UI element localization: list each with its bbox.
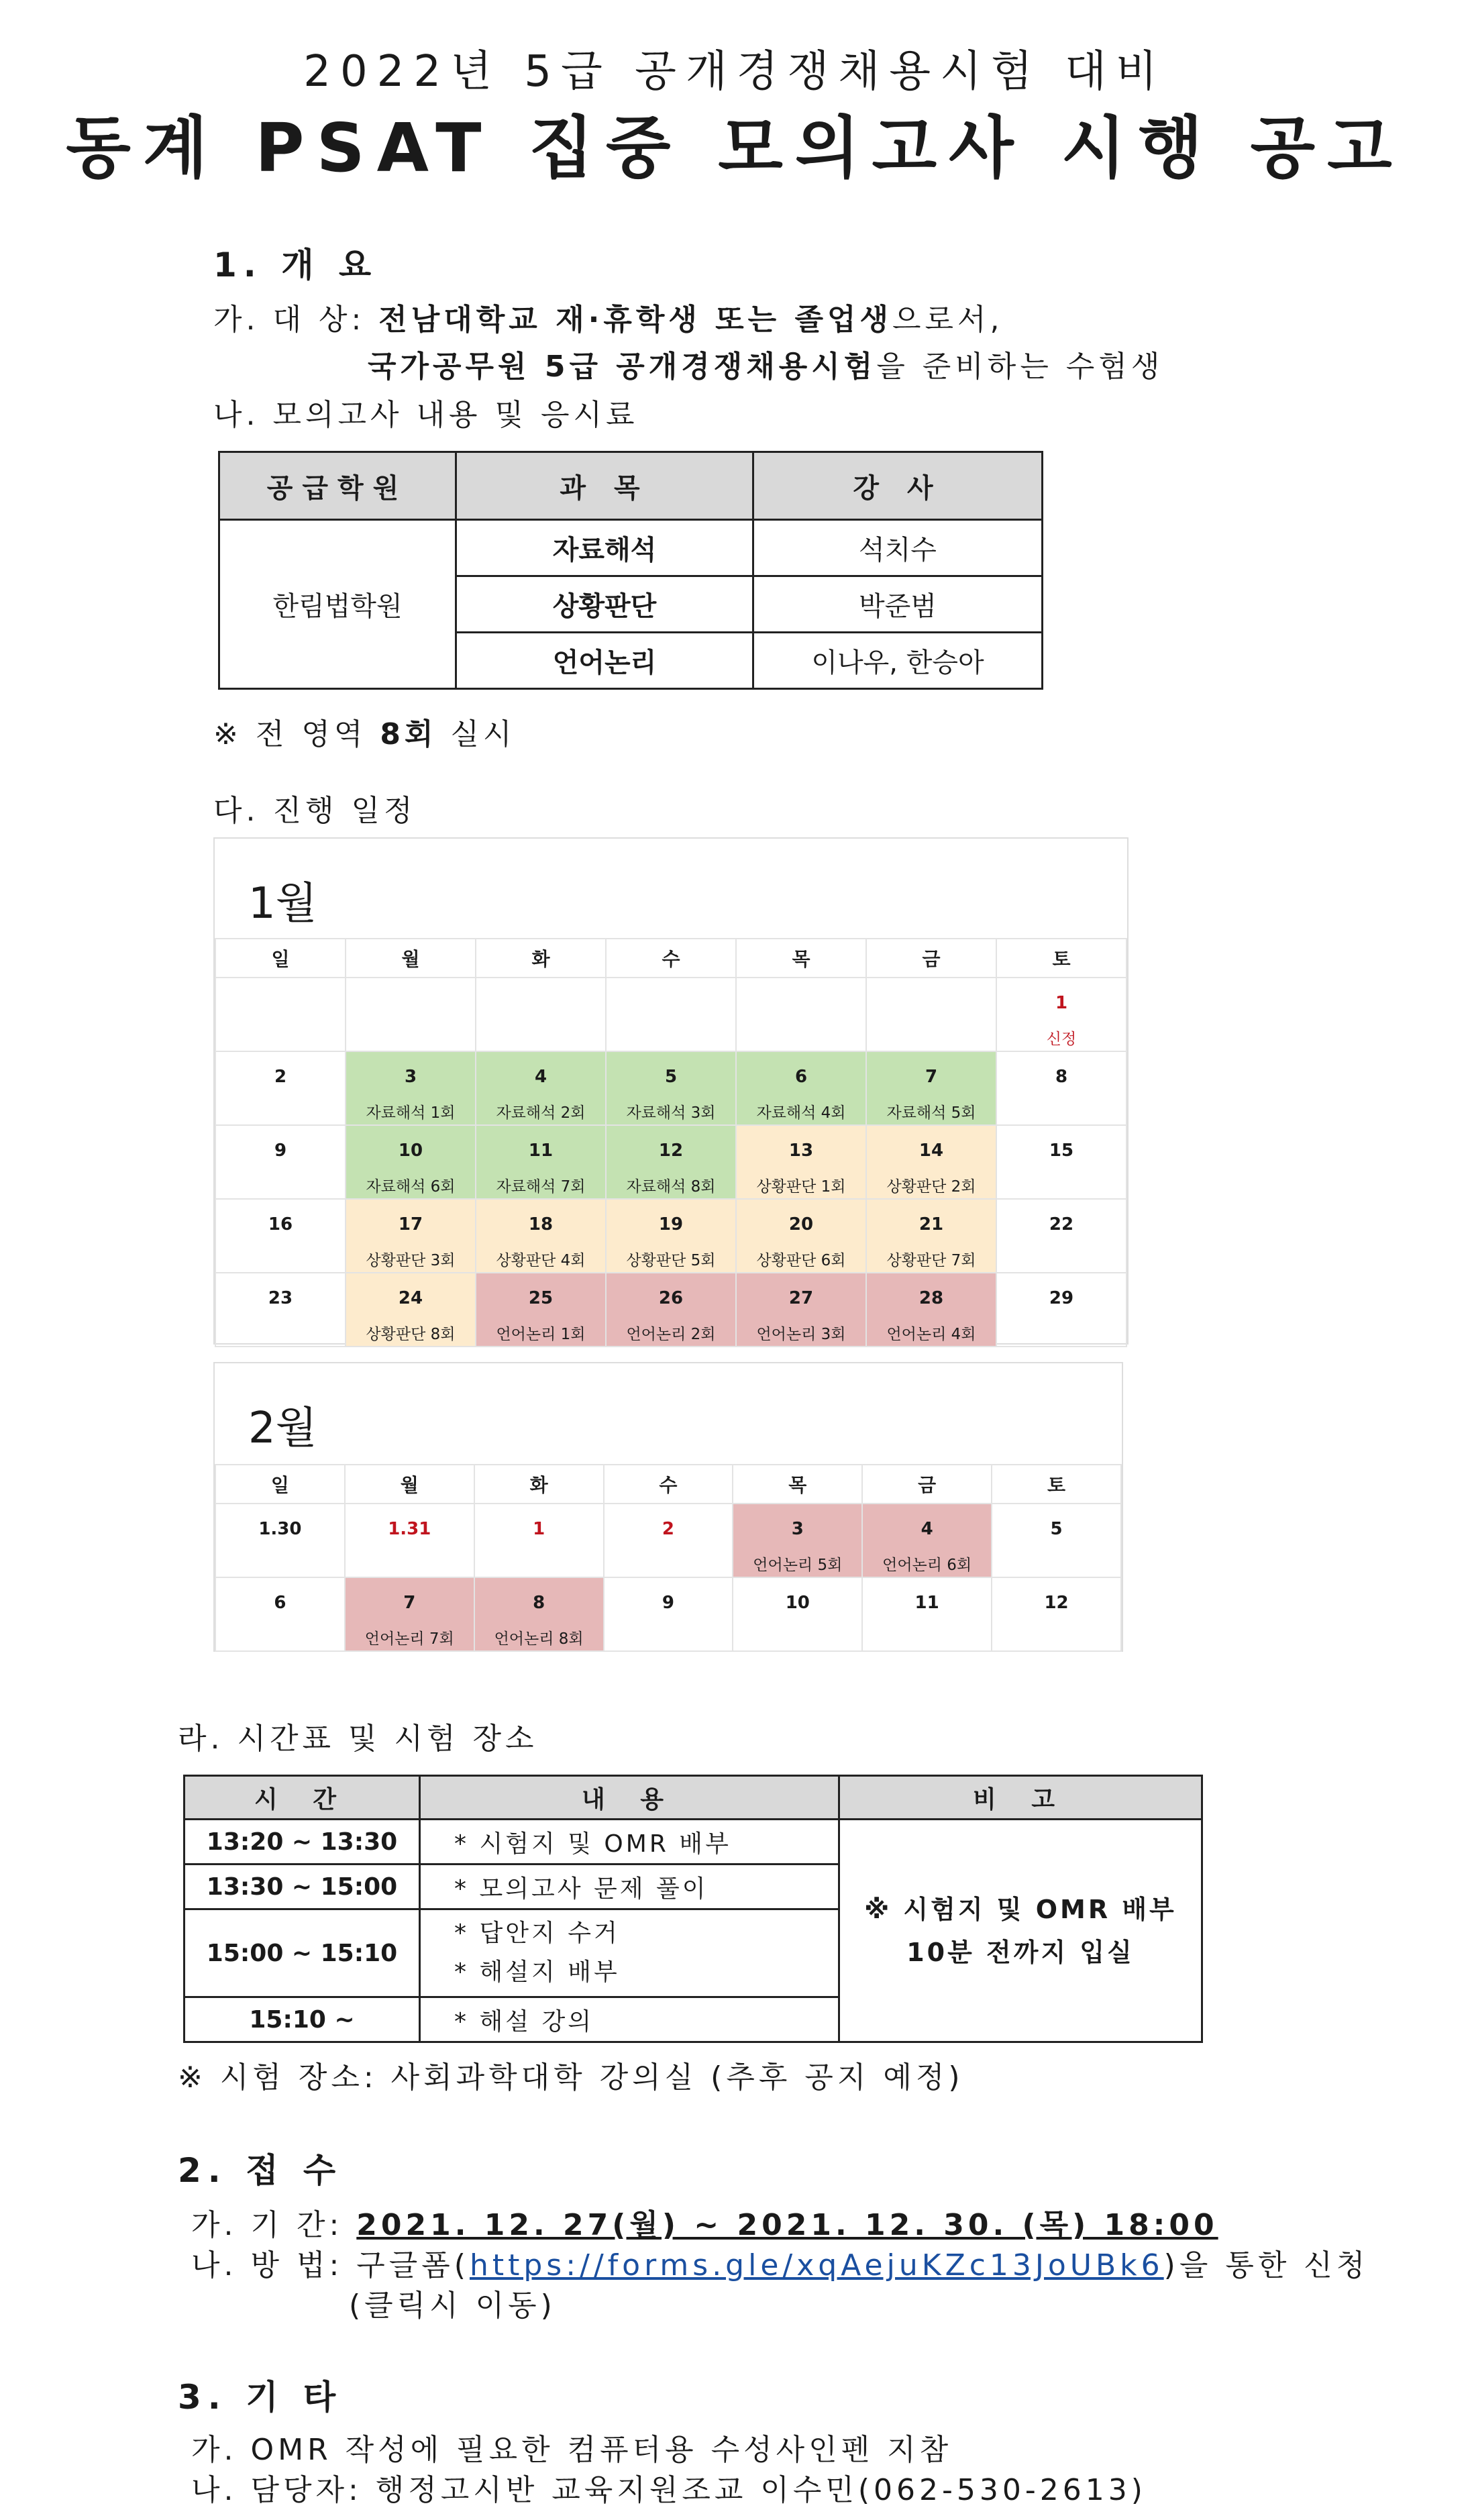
calendar-day	[736, 1273, 866, 1347]
th-time: 시 간	[185, 1776, 420, 1820]
calendar-day	[866, 1273, 996, 1347]
day-event-label: 자료해석 7회	[496, 1178, 586, 1196]
weekday-header: 화	[476, 939, 606, 978]
section3-title: 3. 기 타	[178, 2378, 343, 2417]
time-cell: 15:00 ~ 15:10	[185, 1909, 420, 1997]
day-number: 9	[662, 1593, 674, 1613]
weekday-header: 일	[215, 939, 346, 978]
calendar-day	[733, 1577, 862, 1651]
calendar-day	[215, 1199, 346, 1273]
timetable-label: 라. 시간표 및 시험 장소	[178, 1722, 538, 1756]
calendar-day	[996, 1051, 1126, 1125]
day-number: 7	[403, 1593, 416, 1613]
day-event-label: 언어논리 1회	[496, 1326, 586, 1343]
weekday-header: 금	[866, 939, 996, 978]
teacher-cell: 이나우, 한승아	[753, 633, 1043, 689]
section2-title: 2. 접 수	[178, 2151, 343, 2190]
day-event-label: 상황판단 5회	[626, 1252, 716, 1269]
day-event-label: 언어논리 3회	[756, 1326, 846, 1343]
day-number: 3	[404, 1067, 417, 1087]
day-number: 6	[794, 1067, 808, 1087]
misc-line-1: 가. OMR 작성에 필요한 컴퓨터용 수성사인펜 지참	[191, 2433, 953, 2467]
day-number: 27	[788, 1288, 814, 1308]
page-title: 동계 PSAT 집중 모의고사 시행 공고	[66, 109, 1404, 187]
calendar-day	[606, 1199, 736, 1273]
day-event-label: 언어논리 4회	[886, 1326, 976, 1343]
weekday-header: 화	[474, 1465, 604, 1504]
calendar-day	[476, 1273, 606, 1347]
calendar-day	[733, 1504, 862, 1577]
weekday-header: 목	[733, 1465, 862, 1504]
period-line: 가. 기 간: 2021. 12. 27(월) ~ 2021. 12. 30. (목) 18:00	[191, 2208, 1218, 2242]
misc-line-2: 나. 담당자: 행정고시반 교육지원조교 이수민(062-530-2613)	[191, 2473, 1147, 2507]
calendar-day	[604, 1577, 733, 1651]
weekday-header: 금	[862, 1465, 992, 1504]
content-cell: * 모의고사 문제 풀이	[420, 1865, 839, 1909]
academy-cell: 한림법학원	[219, 520, 456, 689]
calendar-grid	[215, 1464, 1122, 1652]
day-event-label: 상황판단 8회	[366, 1326, 456, 1343]
weekday-header: 목	[736, 939, 866, 978]
schedule-label: 다. 진행 일정	[213, 794, 417, 828]
calendar-january	[213, 837, 1128, 1345]
calendar-day	[474, 1504, 604, 1577]
calendar-day	[215, 1273, 346, 1347]
th-teacher: 강 사	[753, 452, 1043, 520]
calendar-day	[606, 1125, 736, 1199]
day-number: 5	[1050, 1519, 1063, 1539]
calendar-day	[862, 1577, 992, 1651]
day-number: 28	[918, 1288, 944, 1308]
calendar-day	[345, 1504, 474, 1577]
calendar-day	[346, 1273, 476, 1347]
calendar-day	[996, 1125, 1126, 1199]
remark-cell: ※ 시험지 및 OMR 배부 10분 전까지 입실	[839, 1820, 1202, 2042]
day-number: 17	[398, 1214, 423, 1235]
subject-cell: 자료해석	[456, 520, 753, 576]
th-academy: 공급학원	[219, 452, 456, 520]
calendar-day	[736, 1125, 866, 1199]
day-number: 19	[658, 1214, 684, 1235]
calendar-day	[346, 978, 476, 1051]
day-event-label: 언어논리 2회	[626, 1326, 716, 1343]
th-content: 내 용	[420, 1776, 839, 1820]
day-number: 12	[658, 1141, 684, 1161]
day-event-label: 언어논리 7회	[364, 1630, 454, 1648]
calendar-day	[866, 1125, 996, 1199]
calendar-day	[866, 1051, 996, 1125]
calendar-day	[606, 978, 736, 1051]
calendar-february	[213, 1362, 1123, 1652]
calendar-day	[996, 1199, 1126, 1273]
target-line-2: 국가공무원 5급 공개경쟁채용시험을 준비하는 수험생	[368, 350, 1164, 384]
weekday-header: 월	[345, 1465, 474, 1504]
calendar-day	[476, 1125, 606, 1199]
target-line: 가. 대 상: 전남대학교 재·휴학생 또는 졸업생으로서,	[213, 303, 1004, 337]
day-number: 26	[658, 1288, 684, 1308]
day-number: 25	[528, 1288, 554, 1308]
day-number: 7	[925, 1067, 938, 1087]
calendar-grid	[215, 938, 1127, 1347]
day-number: 14	[918, 1141, 944, 1161]
calendar-day	[215, 1577, 345, 1651]
calendar-day	[476, 1199, 606, 1273]
time-cell: 15:10 ~	[185, 1997, 420, 2042]
day-event-label: 신정	[1046, 1031, 1077, 1048]
day-event-label: 상황판단 3회	[366, 1252, 456, 1269]
day-number: 4	[534, 1067, 547, 1087]
content-fee-label: 나. 모의고사 내용 및 응시료	[213, 398, 639, 432]
day-number: 6	[274, 1593, 286, 1613]
th-remark: 비 고	[839, 1776, 1202, 1820]
day-number: 2	[662, 1519, 674, 1539]
day-event-label: 자료해석 2회	[496, 1104, 586, 1122]
calendar-day	[992, 1504, 1121, 1577]
weekday-header: 토	[992, 1465, 1121, 1504]
day-number: 10	[785, 1593, 810, 1613]
calendar-day	[476, 978, 606, 1051]
calendar-day	[346, 1125, 476, 1199]
day-event-label: 자료해석 1회	[366, 1104, 456, 1122]
content-cell: * 답안지 수거 * 해설지 배부	[420, 1909, 839, 1997]
method-line: 나. 방 법: 구글폼(https://forms.gle/xqAejuKZc13JoUBk6)을 통한 신청	[191, 2248, 1369, 2282]
day-event-label: 언어논리 6회	[882, 1557, 972, 1574]
day-number: 4	[921, 1519, 933, 1539]
day-event-label: 자료해석 5회	[886, 1104, 976, 1122]
day-number: 1	[1055, 993, 1068, 1013]
day-event-label: 자료해석 4회	[756, 1104, 846, 1122]
day-number: 1.31	[388, 1519, 431, 1539]
day-event-label: 언어논리 8회	[494, 1630, 584, 1648]
day-number: 3	[791, 1519, 804, 1539]
calendar-day	[996, 1273, 1126, 1347]
calendar-day	[736, 978, 866, 1051]
calendar-day	[606, 1273, 736, 1347]
google-form-link[interactable]: https://forms.gle/xqAejuKZc13JoUBk6	[469, 2248, 1164, 2282]
content-cell: * 시험지 및 OMR 배부	[420, 1820, 839, 1865]
day-number: 15	[1049, 1141, 1074, 1161]
day-number: 29	[1049, 1288, 1074, 1308]
day-event-label: 언어논리 5회	[753, 1557, 843, 1574]
weekday-header: 수	[606, 939, 736, 978]
calendar-day	[604, 1504, 733, 1577]
day-number: 13	[788, 1141, 814, 1161]
day-number: 22	[1049, 1214, 1074, 1235]
calendar-day	[866, 1199, 996, 1273]
day-number: 18	[528, 1214, 554, 1235]
calendar-day	[606, 1051, 736, 1125]
day-number: 21	[918, 1214, 944, 1235]
calendar-day	[215, 978, 346, 1051]
calendar-day	[215, 1051, 346, 1125]
day-number: 5	[664, 1067, 678, 1087]
subject-cell: 상황판단	[456, 576, 753, 633]
day-event-label: 자료해석 6회	[366, 1178, 456, 1196]
calendar-day	[476, 1051, 606, 1125]
teacher-cell: 석치수	[753, 520, 1043, 576]
calendar-day	[346, 1051, 476, 1125]
calendar-day	[992, 1577, 1121, 1651]
exam-place-note: ※ 시험 장소: 사회과학대학 강의실 (추후 공지 예정)	[178, 2060, 964, 2095]
day-number: 11	[528, 1141, 554, 1161]
calendar-day	[346, 1199, 476, 1273]
subject-cell: 언어논리	[456, 633, 753, 689]
weekday-header: 수	[604, 1465, 733, 1504]
calendar-day	[996, 978, 1126, 1051]
day-event-label: 상황판단 6회	[756, 1252, 846, 1269]
time-cell: 13:30 ~ 15:00	[185, 1865, 420, 1909]
day-event-label: 상황판단 1회	[756, 1178, 846, 1196]
timetable	[183, 1775, 1203, 2043]
month-title: 2월	[248, 1404, 317, 1453]
day-number: 12	[1044, 1593, 1069, 1613]
calendar-day	[866, 978, 996, 1051]
calendar-day	[862, 1504, 992, 1577]
day-event-label: 상황판단 2회	[886, 1178, 976, 1196]
day-number: 16	[268, 1214, 293, 1235]
total-note: ※ 전 영역 8회 실시	[213, 717, 516, 751]
calendar-day	[474, 1577, 604, 1651]
day-number: 8	[533, 1593, 545, 1613]
calendar-day	[215, 1504, 345, 1577]
calendar-day	[736, 1051, 866, 1125]
day-number: 9	[274, 1141, 287, 1161]
weekday-header: 토	[996, 939, 1126, 978]
day-event-label: 상황판단 4회	[496, 1252, 586, 1269]
day-number: 2	[274, 1067, 287, 1087]
header-line1: 2022년 5급 공개경쟁채용시험 대비	[303, 47, 1167, 97]
day-number: 1	[533, 1519, 545, 1539]
day-event-label: 상황판단 7회	[886, 1252, 976, 1269]
day-number: 10	[398, 1141, 423, 1161]
day-event-label: 자료해석 3회	[626, 1104, 716, 1122]
supply-table	[218, 451, 1043, 690]
th-subject: 과 목	[456, 452, 753, 520]
calendar-day	[215, 1125, 346, 1199]
time-cell: 13:20 ~ 13:30	[185, 1820, 420, 1865]
day-number: 8	[1055, 1067, 1068, 1087]
month-title: 1월	[248, 879, 317, 929]
weekday-header: 월	[346, 939, 476, 978]
day-event-label: 자료해석 8회	[626, 1178, 716, 1196]
day-number: 20	[788, 1214, 814, 1235]
teacher-cell: 박준범	[753, 576, 1043, 633]
day-number: 1.30	[258, 1519, 302, 1539]
weekday-header: 일	[215, 1465, 345, 1504]
day-number: 24	[398, 1288, 423, 1308]
content-cell: * 해설 강의	[420, 1997, 839, 2042]
day-number: 11	[914, 1593, 939, 1613]
day-number: 23	[268, 1288, 293, 1308]
section1-title: 1. 개 요	[213, 246, 378, 284]
calendar-day	[736, 1199, 866, 1273]
calendar-day	[345, 1577, 474, 1651]
click-hint: (클릭시 이동)	[349, 2289, 556, 2323]
